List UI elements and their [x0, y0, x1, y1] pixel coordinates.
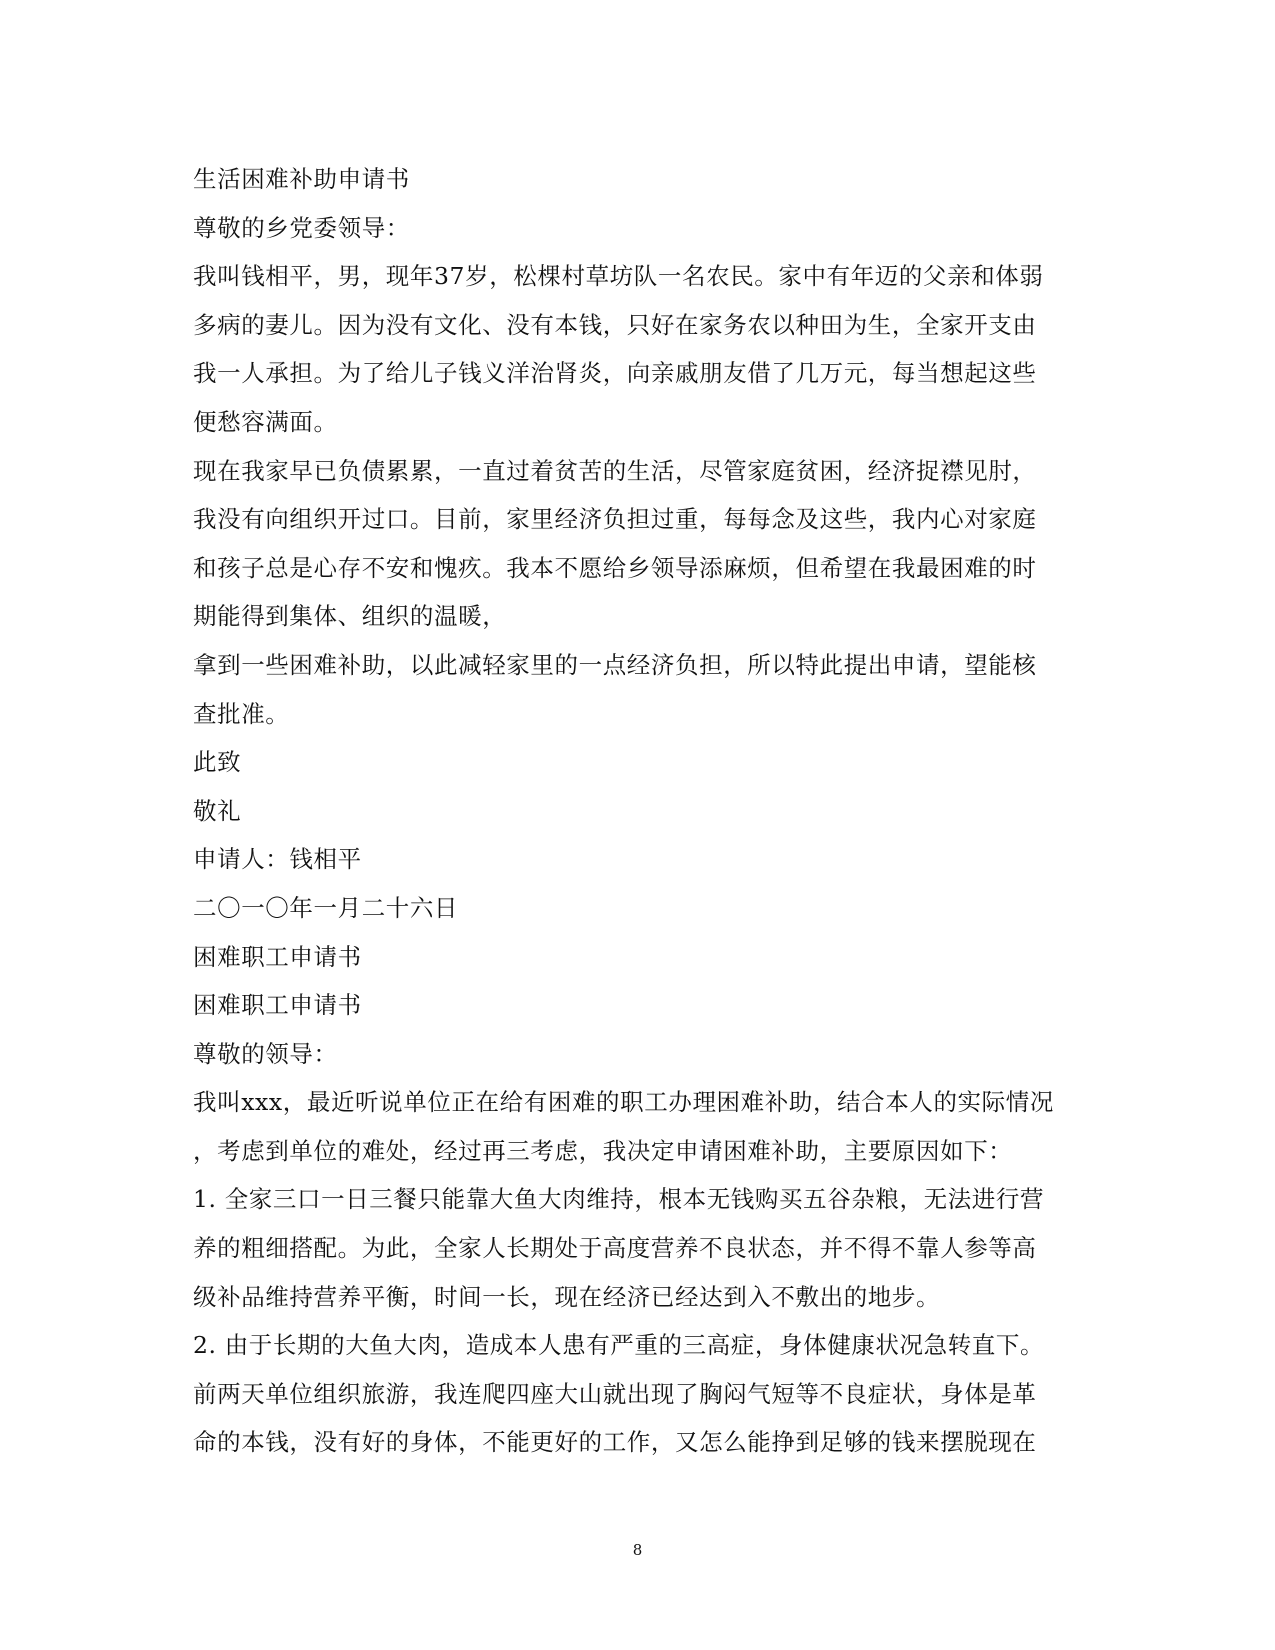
body-line: 便愁容满面。: [193, 407, 338, 436]
body-line: 查批准。: [193, 699, 290, 728]
list-item-line: 养的粗细搭配。为此，全家人长期处于高度营养不良状态，并不得不靠人参等高: [193, 1234, 1037, 1263]
list-item-line: 1. 全家三口一日三餐只能靠大鱼大肉维持，根本无钱购买五谷杂粮，无法进行营: [193, 1185, 1045, 1214]
document-body: [193, 155, 1083, 1467]
body-line: ，考虑到单位的难处，经过再三考虑，我决定申请困难补助，主要原因如下：: [193, 1136, 1013, 1165]
body-line: 期能得到集体、组织的温暖，: [193, 602, 507, 631]
section-title: 困难职工申请书: [193, 991, 362, 1020]
body-line: 和孩子总是心存不安和愧疚。我本不愿给乡领导添麻烦，但希望在我最困难的时: [193, 553, 1037, 582]
page-number: 8: [632, 1541, 643, 1559]
signature-line: 申请人：钱相平: [193, 845, 362, 874]
body-line: 我叫xxx，最近听说单位正在给有困难的职工办理困难补助，结合本人的实际情况: [193, 1088, 1054, 1117]
body-line: 我叫钱相平，男，现年37岁，松棵村草坊队一名农民。家中有年迈的父亲和体弱: [193, 262, 1044, 291]
salutation: 尊敬的领导：: [193, 1039, 338, 1068]
salutation: 尊敬的乡党委领导：: [193, 213, 410, 242]
body-line: 拿到一些困难补助，以此减轻家里的一点经济负担，所以特此提出申请，望能核: [193, 650, 1037, 679]
body-line: 多病的妻儿。因为没有文化、没有本钱，只好在家务农以种田为生，全家开支由: [193, 310, 1037, 339]
date-line: 二〇一〇年一月二十六日: [193, 893, 459, 922]
list-item-line: 命的本钱，没有好的身体，不能更好的工作，又怎么能挣到足够的钱来摆脱现在: [193, 1428, 1037, 1457]
list-item-line: 2. 由于长期的大鱼大肉，造成本人患有严重的三高症，身体健康状况急转直下。: [193, 1331, 1045, 1360]
list-item-line: 前两天单位组织旅游，我连爬四座大山就出现了胸闷气短等不良症状，身体是革: [193, 1379, 1037, 1408]
document-title: 生活困难补助申请书: [193, 165, 410, 193]
body-line: 我没有向组织开过口。目前，家里经济负担过重，每每念及这些，我内心对家庭: [193, 505, 1037, 534]
body-line: 现在我家早已负债累累，一直过着贫苦的生活，尽管家庭贫困，经济捉襟见肘，: [193, 456, 1037, 485]
closing-line: 此致: [193, 748, 242, 777]
list-item-line: 级补品维持营养平衡，时间一长，现在经济已经达到入不敷出的地步。: [193, 1282, 941, 1311]
body-line: 我一人承担。为了给儿子钱义洋治肾炎，向亲戚朋友借了几万元，每当想起这些: [193, 359, 1037, 388]
section-title: 困难职工申请书: [193, 942, 362, 971]
closing-line: 敬礼: [193, 796, 242, 825]
